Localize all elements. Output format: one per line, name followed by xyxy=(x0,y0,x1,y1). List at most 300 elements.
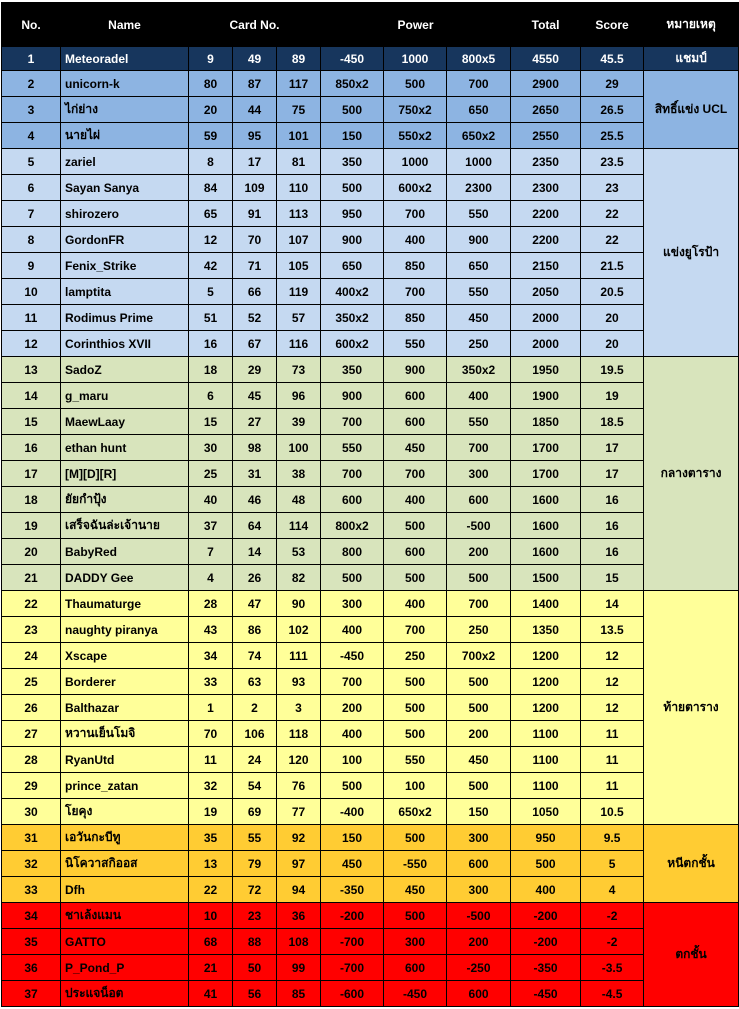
card-cell: 45 xyxy=(233,383,277,409)
power-cell: 500 xyxy=(447,773,511,799)
card-cell: 73 xyxy=(277,357,321,383)
card-cell: 53 xyxy=(277,539,321,565)
score-cell: 23 xyxy=(581,175,644,201)
card-cell: 46 xyxy=(233,487,277,513)
name-cell: [M][D][R] xyxy=(61,461,189,487)
table-row xyxy=(2,175,739,201)
card-cell: 101 xyxy=(277,123,321,149)
card-cell: 108 xyxy=(277,929,321,955)
score-cell: 19.5 xyxy=(581,357,644,383)
power-cell: 400 xyxy=(447,383,511,409)
table-row xyxy=(2,383,739,409)
total-cell: 1700 xyxy=(511,461,581,487)
card-cell: 34 xyxy=(189,643,233,669)
card-cell: 65 xyxy=(189,201,233,227)
card-cell: 35 xyxy=(189,825,233,851)
card-cell: 102 xyxy=(277,617,321,643)
power-cell: 700 xyxy=(384,201,447,227)
name-cell: ประแจน็อต xyxy=(61,981,189,1007)
power-cell: 500 xyxy=(384,565,447,591)
card-cell: 39 xyxy=(277,409,321,435)
score-cell: 16 xyxy=(581,539,644,565)
group-note-relegated: ตกชั้น xyxy=(644,903,739,1007)
card-cell: 63 xyxy=(233,669,277,695)
card-cell: 70 xyxy=(189,721,233,747)
name-cell: g_maru xyxy=(61,383,189,409)
card-cell: 117 xyxy=(277,71,321,97)
card-cell: 13 xyxy=(189,851,233,877)
no-cell: 35 xyxy=(2,929,61,955)
card-cell: 16 xyxy=(189,331,233,357)
power-cell: 500 xyxy=(447,565,511,591)
total-cell: 2150 xyxy=(511,253,581,279)
no-cell: 3 xyxy=(2,97,61,123)
power-cell: -700 xyxy=(321,955,384,981)
total-cell: 2350 xyxy=(511,149,581,175)
power-cell: 200 xyxy=(447,539,511,565)
score-cell: 29 xyxy=(581,71,644,97)
total-cell: 400 xyxy=(511,877,581,903)
power-cell: -450 xyxy=(321,47,384,71)
power-cell: 700 xyxy=(321,669,384,695)
card-cell: 22 xyxy=(189,877,233,903)
card-cell: 88 xyxy=(233,929,277,955)
total-cell: 2000 xyxy=(511,331,581,357)
name-cell: เสร็จฉันล่ะเจ้านาย xyxy=(61,513,189,539)
table-row xyxy=(2,669,739,695)
card-cell: 55 xyxy=(233,825,277,851)
table-row xyxy=(2,539,739,565)
card-cell: 20 xyxy=(189,97,233,123)
name-cell: Meteoradel xyxy=(61,47,189,71)
card-cell: 109 xyxy=(233,175,277,201)
card-cell: 30 xyxy=(189,435,233,461)
power-cell: 400x2 xyxy=(321,279,384,305)
table-row xyxy=(2,253,739,279)
power-cell: 300 xyxy=(447,461,511,487)
card-cell: 50 xyxy=(233,955,277,981)
card-cell: 120 xyxy=(277,747,321,773)
table-row xyxy=(2,877,739,903)
group-note-bottom: ท้ายตาราง xyxy=(644,591,739,825)
power-cell: 550 xyxy=(384,747,447,773)
total-cell: 2300 xyxy=(511,175,581,201)
power-cell: 200 xyxy=(447,721,511,747)
table-row xyxy=(2,799,739,825)
card-cell: 43 xyxy=(189,617,233,643)
table-row xyxy=(2,903,739,929)
power-cell: 400 xyxy=(321,721,384,747)
name-cell: RyanUtd xyxy=(61,747,189,773)
power-cell: -550 xyxy=(384,851,447,877)
score-cell: 18.5 xyxy=(581,409,644,435)
name-cell: โยคุง xyxy=(61,799,189,825)
name-cell: zariel xyxy=(61,149,189,175)
power-cell: 550 xyxy=(447,201,511,227)
no-cell: 2 xyxy=(2,71,61,97)
score-cell: 22 xyxy=(581,201,644,227)
total-cell: -200 xyxy=(511,929,581,955)
name-cell: SadoZ xyxy=(61,357,189,383)
card-cell: 38 xyxy=(277,461,321,487)
power-cell: 100 xyxy=(384,773,447,799)
score-cell: 12 xyxy=(581,669,644,695)
name-cell: Fenix_Strike xyxy=(61,253,189,279)
name-cell: Corinthios XVII xyxy=(61,331,189,357)
no-cell: 34 xyxy=(2,903,61,929)
table-row xyxy=(2,617,739,643)
score-cell: 20.5 xyxy=(581,279,644,305)
no-cell: 17 xyxy=(2,461,61,487)
name-cell: ไก่ย่าง xyxy=(61,97,189,123)
table-row xyxy=(2,513,739,539)
table-row xyxy=(2,929,739,955)
card-cell: 89 xyxy=(277,47,321,71)
card-cell: 69 xyxy=(233,799,277,825)
power-cell: 500 xyxy=(321,773,384,799)
power-cell: 650 xyxy=(321,253,384,279)
power-cell: 700 xyxy=(384,461,447,487)
power-cell: 700 xyxy=(321,409,384,435)
score-cell: 22 xyxy=(581,227,644,253)
score-cell: 15 xyxy=(581,565,644,591)
no-cell: 28 xyxy=(2,747,61,773)
power-cell: 350x2 xyxy=(447,357,511,383)
name-cell: นิโควาสกิออส xyxy=(61,851,189,877)
power-cell: 1000 xyxy=(384,47,447,71)
table-row xyxy=(2,825,739,851)
group-note-europa: แข่งยูโรป้า xyxy=(644,149,739,357)
no-cell: 7 xyxy=(2,201,61,227)
card-cell: 84 xyxy=(189,175,233,201)
card-cell: 66 xyxy=(233,279,277,305)
table-row xyxy=(2,591,739,617)
power-cell: 700 xyxy=(384,279,447,305)
power-cell: 600 xyxy=(447,851,511,877)
card-cell: 87 xyxy=(233,71,277,97)
card-cell: 51 xyxy=(189,305,233,331)
card-cell: 12 xyxy=(189,227,233,253)
power-cell: 500 xyxy=(384,513,447,539)
card-cell: 79 xyxy=(233,851,277,877)
card-cell: 106 xyxy=(233,721,277,747)
total-cell: -350 xyxy=(511,955,581,981)
power-cell: 900 xyxy=(321,383,384,409)
power-cell: 150 xyxy=(321,825,384,851)
group-note-ucl: สิทธิ์แข่ง UCL xyxy=(644,71,739,149)
table-row xyxy=(2,409,739,435)
power-cell: 500 xyxy=(447,695,511,721)
power-cell: 700 xyxy=(447,591,511,617)
power-cell: 350 xyxy=(321,357,384,383)
table-row xyxy=(2,97,739,123)
card-cell: 26 xyxy=(233,565,277,591)
power-cell: 250 xyxy=(447,617,511,643)
table-row xyxy=(2,565,739,591)
card-cell: 81 xyxy=(277,149,321,175)
table-row xyxy=(2,981,739,1007)
total-cell: -200 xyxy=(511,903,581,929)
power-cell: 850 xyxy=(384,305,447,331)
header-score: Score xyxy=(581,3,644,47)
power-cell: 650 xyxy=(447,97,511,123)
card-cell: 27 xyxy=(233,409,277,435)
power-cell: 450 xyxy=(447,305,511,331)
table-row xyxy=(2,643,739,669)
card-cell: 116 xyxy=(277,331,321,357)
power-cell: 500 xyxy=(321,97,384,123)
power-cell: 800x5 xyxy=(447,47,511,71)
no-cell: 18 xyxy=(2,487,61,513)
total-cell: 500 xyxy=(511,851,581,877)
card-cell: 9 xyxy=(189,47,233,71)
card-cell: 17 xyxy=(233,149,277,175)
total-cell: 2000 xyxy=(511,305,581,331)
header-row xyxy=(2,3,739,47)
card-cell: 1 xyxy=(189,695,233,721)
power-cell: 500 xyxy=(384,903,447,929)
power-cell: 500 xyxy=(321,175,384,201)
table-row xyxy=(2,851,739,877)
table-row xyxy=(2,487,739,513)
name-cell: naughty piranya xyxy=(61,617,189,643)
total-cell: 1500 xyxy=(511,565,581,591)
table-row xyxy=(2,461,739,487)
no-cell: 9 xyxy=(2,253,61,279)
card-cell: 41 xyxy=(189,981,233,1007)
name-cell: GATTO xyxy=(61,929,189,955)
total-cell: 1600 xyxy=(511,487,581,513)
card-cell: 105 xyxy=(277,253,321,279)
table-row xyxy=(2,305,739,331)
card-cell: 21 xyxy=(189,955,233,981)
card-cell: 96 xyxy=(277,383,321,409)
power-cell: 600 xyxy=(384,383,447,409)
power-cell: 400 xyxy=(321,617,384,643)
total-cell: 2900 xyxy=(511,71,581,97)
table-row xyxy=(2,47,739,71)
name-cell: ethan hunt xyxy=(61,435,189,461)
table-row xyxy=(2,773,739,799)
power-cell: 800x2 xyxy=(321,513,384,539)
power-cell: 550 xyxy=(321,435,384,461)
power-cell: 350x2 xyxy=(321,305,384,331)
no-cell: 15 xyxy=(2,409,61,435)
name-cell: BabyRed xyxy=(61,539,189,565)
no-cell: 27 xyxy=(2,721,61,747)
card-cell: 72 xyxy=(233,877,277,903)
card-cell: 71 xyxy=(233,253,277,279)
power-cell: 850x2 xyxy=(321,71,384,97)
card-cell: 77 xyxy=(277,799,321,825)
power-cell: 350 xyxy=(321,149,384,175)
total-cell: 1950 xyxy=(511,357,581,383)
score-cell: 26.5 xyxy=(581,97,644,123)
card-cell: 24 xyxy=(233,747,277,773)
card-cell: 8 xyxy=(189,149,233,175)
card-cell: 68 xyxy=(189,929,233,955)
power-cell: 500 xyxy=(384,825,447,851)
header-note: หมายเหตุ xyxy=(644,3,739,47)
score-cell: -4.5 xyxy=(581,981,644,1007)
power-cell: 700x2 xyxy=(447,643,511,669)
total-cell: 1100 xyxy=(511,773,581,799)
no-cell: 24 xyxy=(2,643,61,669)
power-cell: -500 xyxy=(447,903,511,929)
card-cell: 76 xyxy=(277,773,321,799)
card-cell: 33 xyxy=(189,669,233,695)
score-cell: 9.5 xyxy=(581,825,644,851)
name-cell: ยัยกำปุ้ง xyxy=(61,487,189,513)
power-cell: 450 xyxy=(384,435,447,461)
power-cell: -450 xyxy=(384,981,447,1007)
name-cell: Xscape xyxy=(61,643,189,669)
card-cell: 31 xyxy=(233,461,277,487)
score-cell: 11 xyxy=(581,773,644,799)
card-cell: 74 xyxy=(233,643,277,669)
table-row xyxy=(2,695,739,721)
power-cell: 700 xyxy=(447,435,511,461)
card-cell: 48 xyxy=(277,487,321,513)
power-cell: 600 xyxy=(384,409,447,435)
power-cell: 550 xyxy=(447,279,511,305)
card-cell: 3 xyxy=(277,695,321,721)
power-cell: 100 xyxy=(321,747,384,773)
name-cell: Rodimus Prime xyxy=(61,305,189,331)
card-cell: 85 xyxy=(277,981,321,1007)
total-cell: 4550 xyxy=(511,47,581,71)
card-cell: 94 xyxy=(277,877,321,903)
card-cell: 25 xyxy=(189,461,233,487)
no-cell: 36 xyxy=(2,955,61,981)
score-cell: -3.5 xyxy=(581,955,644,981)
power-cell: 400 xyxy=(384,227,447,253)
total-cell: 1100 xyxy=(511,747,581,773)
name-cell: หวานเย็นโมจิ xyxy=(61,721,189,747)
card-cell: 18 xyxy=(189,357,233,383)
no-cell: 25 xyxy=(2,669,61,695)
score-cell: 20 xyxy=(581,331,644,357)
card-cell: 118 xyxy=(277,721,321,747)
group-note-mid: กลางตาราง xyxy=(644,357,739,591)
power-cell: 500 xyxy=(384,695,447,721)
card-cell: 75 xyxy=(277,97,321,123)
card-cell: 32 xyxy=(189,773,233,799)
card-cell: 90 xyxy=(277,591,321,617)
card-cell: 4 xyxy=(189,565,233,591)
card-cell: 5 xyxy=(189,279,233,305)
table-row xyxy=(2,123,739,149)
no-cell: 32 xyxy=(2,851,61,877)
no-cell: 31 xyxy=(2,825,61,851)
card-cell: 67 xyxy=(233,331,277,357)
score-cell: 5 xyxy=(581,851,644,877)
total-cell: 1400 xyxy=(511,591,581,617)
no-cell: 33 xyxy=(2,877,61,903)
name-cell: นายไผ่ xyxy=(61,123,189,149)
total-cell: 950 xyxy=(511,825,581,851)
total-cell: 1350 xyxy=(511,617,581,643)
power-cell: 250 xyxy=(447,331,511,357)
score-cell: 11 xyxy=(581,721,644,747)
score-cell: 12 xyxy=(581,695,644,721)
total-cell: 2550 xyxy=(511,123,581,149)
card-cell: 100 xyxy=(277,435,321,461)
score-cell: 16 xyxy=(581,513,644,539)
no-cell: 21 xyxy=(2,565,61,591)
no-cell: 1 xyxy=(2,47,61,71)
card-cell: 40 xyxy=(189,487,233,513)
card-cell: 10 xyxy=(189,903,233,929)
table-row xyxy=(2,747,739,773)
score-cell: 19 xyxy=(581,383,644,409)
power-cell: 700 xyxy=(447,71,511,97)
power-cell: 850 xyxy=(384,253,447,279)
power-cell: 2300 xyxy=(447,175,511,201)
no-cell: 11 xyxy=(2,305,61,331)
card-cell: 99 xyxy=(277,955,321,981)
power-cell: 700 xyxy=(384,617,447,643)
score-cell: 16 xyxy=(581,487,644,513)
score-cell: 10.5 xyxy=(581,799,644,825)
header-name: Name xyxy=(61,3,189,47)
score-cell: 17 xyxy=(581,461,644,487)
name-cell: เอวันกะบีทู xyxy=(61,825,189,851)
card-cell: 56 xyxy=(233,981,277,1007)
power-cell: 750x2 xyxy=(384,97,447,123)
score-cell: 14 xyxy=(581,591,644,617)
card-cell: 114 xyxy=(277,513,321,539)
card-cell: 6 xyxy=(189,383,233,409)
power-cell: 150 xyxy=(321,123,384,149)
power-cell: 650x2 xyxy=(447,123,511,149)
table-row xyxy=(2,227,739,253)
total-cell: 1600 xyxy=(511,539,581,565)
card-cell: 92 xyxy=(277,825,321,851)
table-row xyxy=(2,357,739,383)
power-cell: 600x2 xyxy=(384,175,447,201)
total-cell: 2200 xyxy=(511,227,581,253)
power-cell: 550 xyxy=(384,331,447,357)
power-cell: 600 xyxy=(447,487,511,513)
name-cell: lamptita xyxy=(61,279,189,305)
card-cell: 42 xyxy=(189,253,233,279)
power-cell: 300 xyxy=(321,591,384,617)
score-cell: 17 xyxy=(581,435,644,461)
power-cell: 900 xyxy=(447,227,511,253)
score-cell: 11 xyxy=(581,747,644,773)
card-cell: 44 xyxy=(233,97,277,123)
card-cell: 15 xyxy=(189,409,233,435)
total-cell: 1850 xyxy=(511,409,581,435)
power-cell: 450 xyxy=(321,851,384,877)
no-cell: 20 xyxy=(2,539,61,565)
card-cell: 49 xyxy=(233,47,277,71)
no-cell: 12 xyxy=(2,331,61,357)
name-cell: shirozero xyxy=(61,201,189,227)
total-cell: 2200 xyxy=(511,201,581,227)
power-cell: 300 xyxy=(384,929,447,955)
card-cell: 36 xyxy=(277,903,321,929)
card-cell: 70 xyxy=(233,227,277,253)
name-cell: P_Pond_P xyxy=(61,955,189,981)
no-cell: 22 xyxy=(2,591,61,617)
header-total: Total xyxy=(511,3,581,47)
name-cell: Balthazar xyxy=(61,695,189,721)
power-cell: 500 xyxy=(447,669,511,695)
power-cell: -250 xyxy=(447,955,511,981)
no-cell: 30 xyxy=(2,799,61,825)
